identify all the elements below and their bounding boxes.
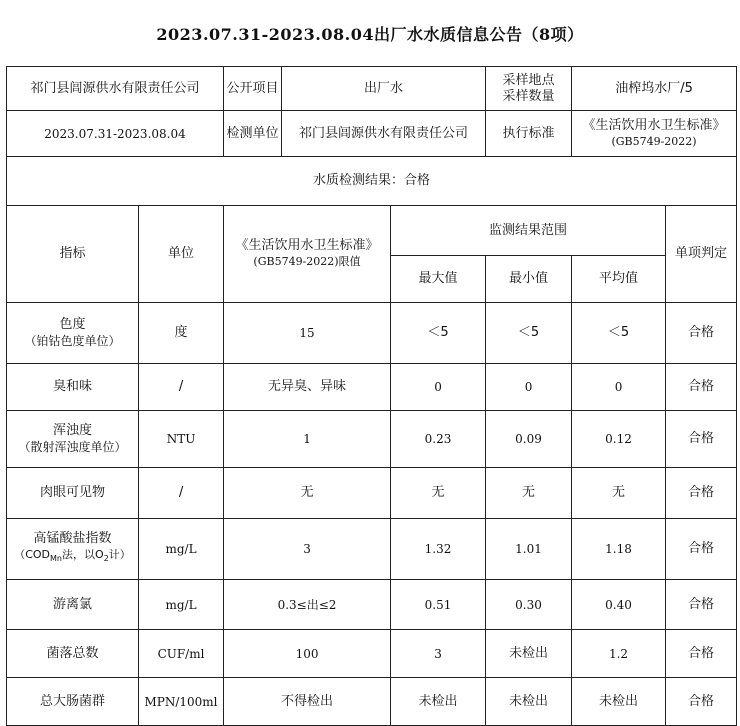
avg-cell: ＜5 (572, 303, 666, 364)
indicator-name: 浑浊度 (52, 423, 92, 438)
header-limit-line1: 《生活饮用水卫生标准》 (235, 238, 379, 253)
min-cell: 0.09 (486, 411, 572, 468)
note-part: （COD (14, 547, 51, 561)
unit-cell: mg/L (139, 580, 224, 630)
water-quality-table (6, 66, 737, 726)
table-row (7, 411, 737, 468)
exec-standard-value (572, 111, 737, 157)
unit-cell: / (139, 468, 224, 519)
indicator-name: 肉眼可见物 (39, 485, 105, 500)
limit-cell: 无异臭、异味 (224, 364, 391, 411)
header-min: 最小值 (486, 256, 572, 303)
table-row (7, 364, 737, 411)
note-part: 计） (108, 547, 131, 561)
indicator-note (9, 547, 136, 567)
max-cell: ＜5 (391, 303, 486, 364)
indicator-name: 菌落总数 (46, 645, 99, 661)
unit-cell: NTU (139, 411, 224, 468)
header-unit: 单位 (139, 206, 224, 303)
limit-cell: 1 (224, 411, 391, 468)
table-row (7, 519, 737, 580)
header-judgement: 单项判定 (666, 206, 737, 303)
judge-cell: 合格 (666, 303, 737, 364)
indicator-cell (7, 630, 139, 678)
header-avg: 平均值 (572, 256, 666, 303)
avg-cell: 1.2 (572, 630, 666, 678)
judge-cell: 合格 (666, 411, 737, 468)
exec-standard-line1: 《生活饮用水卫生标准》 (582, 117, 726, 133)
header-limit (224, 206, 391, 303)
unit-cell: 度 (139, 303, 224, 364)
min-cell: 0 (486, 364, 572, 411)
exec-standard-line2: (GB5749-2022) (611, 134, 697, 148)
limit-cell: 不得检出 (224, 678, 391, 726)
exec-standard-label: 执行标准 (486, 111, 572, 157)
table-row (7, 678, 737, 726)
table-row (7, 468, 737, 519)
public-item-value: 出厂水 (282, 67, 486, 111)
sampling-label (486, 67, 572, 111)
indicator-cell (7, 519, 139, 580)
indicator-note: （散射浑浊度单位） (18, 440, 127, 454)
header-limit-line2: (GB5749-2022)限值 (253, 255, 361, 268)
judge-cell: 合格 (666, 468, 737, 519)
judge-cell: 合格 (666, 364, 737, 411)
public-item-label: 公开项目 (224, 67, 282, 111)
avg-cell: 无 (572, 468, 666, 519)
max-cell: 无 (391, 468, 486, 519)
limit-cell: 15 (224, 303, 391, 364)
limit-cell: 0.3≤出≤2 (224, 580, 391, 630)
indicator-name: 色度 (59, 317, 86, 332)
max-cell: 1.32 (391, 519, 486, 580)
unit-cell: MPN/100ml (139, 678, 224, 726)
judge-cell: 合格 (666, 630, 737, 678)
result-summary: 水质检测结果：合格 (7, 157, 737, 206)
limit-cell: 100 (224, 630, 391, 678)
table-row (7, 580, 737, 630)
table-row (7, 303, 737, 364)
sampling-label-line2: 采样数量 (502, 88, 555, 104)
indicator-name: 游离氯 (52, 596, 92, 612)
indicator-cell (7, 411, 139, 468)
header-max: 最大值 (391, 256, 486, 303)
avg-cell: 0.40 (572, 580, 666, 630)
unit-cell: CUF/ml (139, 630, 224, 678)
table-row (7, 630, 737, 678)
sampling-label-line1: 采样地点 (502, 72, 555, 88)
info-row-1 (7, 67, 737, 111)
limit-cell: 3 (224, 519, 391, 580)
judge-cell: 合格 (666, 678, 737, 726)
indicator-cell (7, 364, 139, 411)
max-cell: 3 (391, 630, 486, 678)
max-cell: 0.51 (391, 580, 486, 630)
avg-cell: 0 (572, 364, 666, 411)
unit-cell: mg/L (139, 519, 224, 580)
company-name: 祁门县闾源供水有限责任公司 (7, 67, 224, 111)
max-cell: 未检出 (391, 678, 486, 726)
indicator-cell (7, 468, 139, 519)
unit-cell: / (139, 364, 224, 411)
min-cell: 1.01 (486, 519, 572, 580)
sampling-value: 油榨坞水厂/5 (572, 67, 737, 111)
avg-cell: 0.12 (572, 411, 666, 468)
judge-cell: 合格 (666, 519, 737, 580)
test-unit-label: 检测单位 (224, 111, 282, 157)
min-cell: 0.30 (486, 580, 572, 630)
avg-cell: 未检出 (572, 678, 666, 726)
summary-row (7, 157, 737, 206)
max-cell: 0 (391, 364, 486, 411)
min-cell: 未检出 (486, 630, 572, 678)
header-row-1 (7, 206, 737, 256)
test-unit-value: 祁门县闾源供水有限责任公司 (282, 111, 486, 157)
indicator-name: 总大肠菌群 (39, 693, 105, 709)
judge-cell: 合格 (666, 580, 737, 630)
info-row-2 (7, 111, 737, 157)
indicator-name: 臭和味 (52, 379, 92, 394)
min-cell: ＜5 (486, 303, 572, 364)
note-sub: 2 (103, 554, 109, 564)
min-cell: 无 (486, 468, 572, 519)
note-sub: Mn (50, 554, 63, 564)
page-title: 2023.07.31-2023.08.04出厂水水质信息公告（8项） (156, 24, 584, 44)
indicator-note: （铂钴色度单位） (24, 334, 121, 348)
indicator-cell (7, 303, 139, 364)
indicator-cell (7, 678, 139, 726)
min-cell: 未检出 (486, 678, 572, 726)
limit-cell: 无 (224, 468, 391, 519)
header-range: 监测结果范围 (391, 206, 666, 256)
indicator-cell (7, 580, 139, 630)
header-indicator: 指标 (7, 206, 139, 303)
date-range: 2023.07.31-2023.08.04 (7, 111, 224, 157)
avg-cell: 1.18 (572, 519, 666, 580)
note-part: 法，以O (62, 547, 104, 561)
indicator-name: 高锰酸盐指数 (33, 530, 112, 546)
max-cell: 0.23 (391, 411, 486, 468)
